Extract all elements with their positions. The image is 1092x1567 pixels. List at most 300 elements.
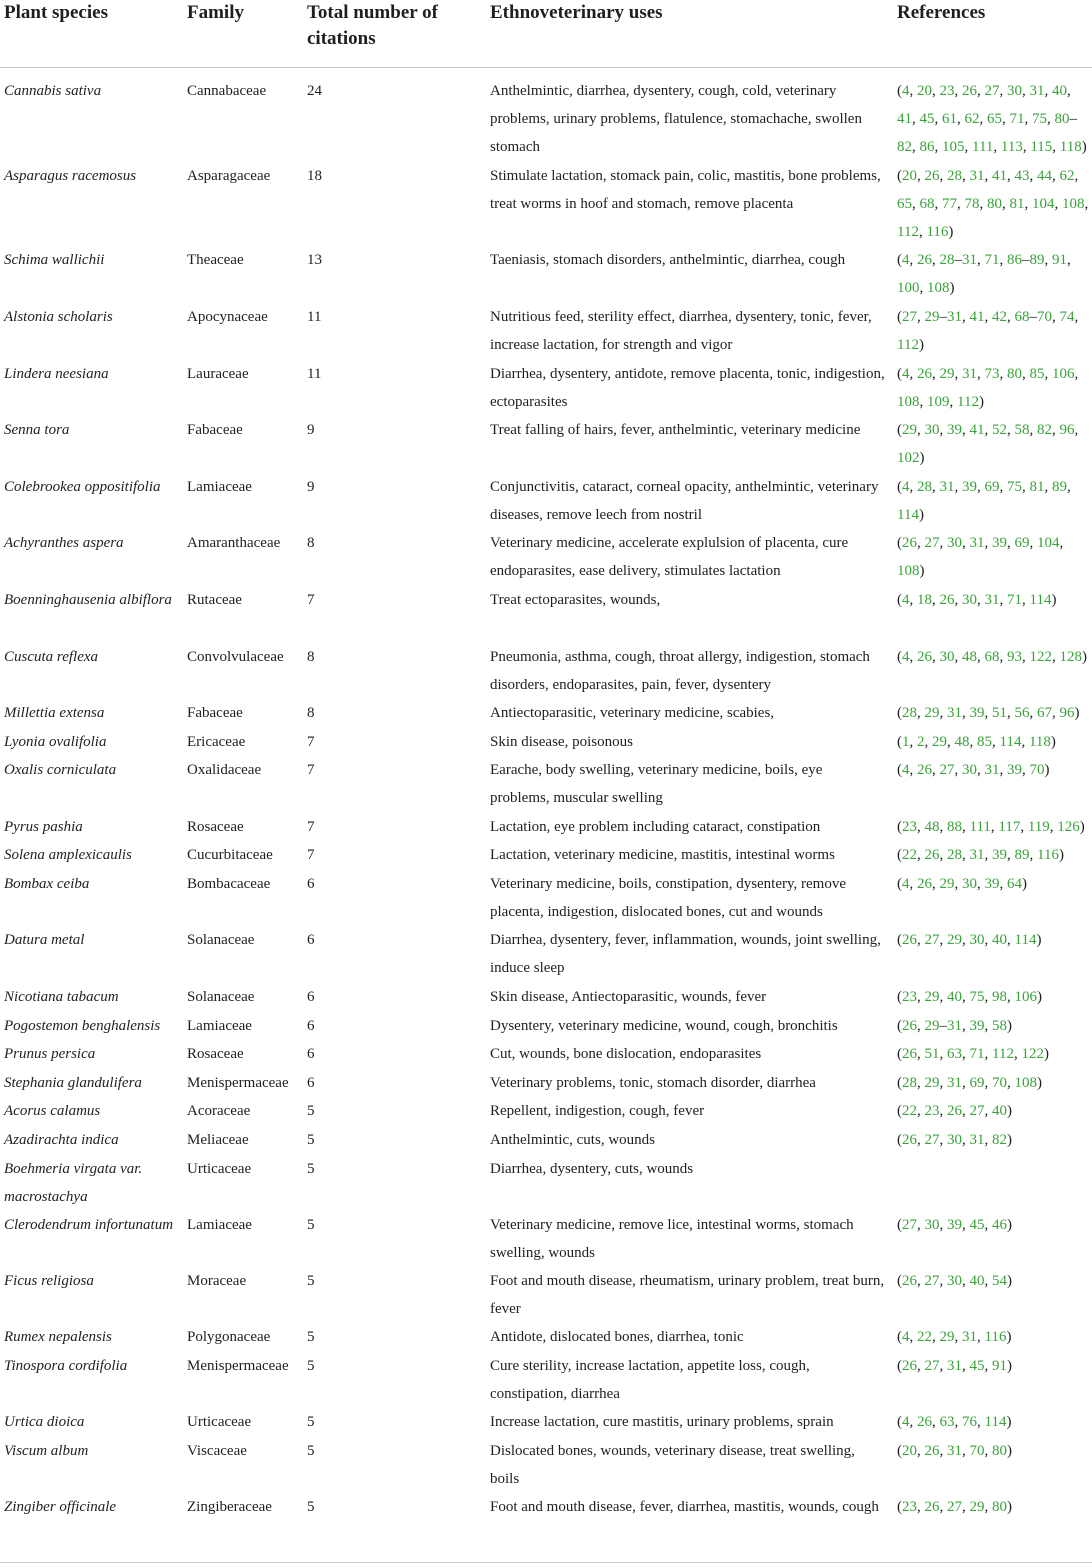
reference-link[interactable]: 30 — [969, 932, 985, 948]
reference-link[interactable]: 4 — [902, 876, 910, 892]
reference-link[interactable]: 118 — [1059, 139, 1082, 156]
reference-link[interactable]: 122 — [1021, 1046, 1044, 1062]
header-ethnoveterinary-uses: Ethnoveterinary uses — [490, 2, 663, 23]
cell-citations: 5 — [307, 1414, 315, 1430]
reference-link[interactable]: 2 — [917, 734, 925, 750]
reference-link[interactable]: 73 — [984, 366, 1000, 382]
reference-separator: , — [939, 535, 947, 551]
reference-separator: ) — [918, 507, 924, 524]
reference-link[interactable]: 31 — [947, 309, 962, 325]
reference-separator: , — [977, 592, 985, 608]
reference-link[interactable]: 75 — [969, 989, 985, 1005]
reference-link[interactable]: 118 — [1028, 734, 1051, 750]
reference-link[interactable]: 81 — [1009, 196, 1025, 213]
reference-link[interactable]: 23 — [902, 1499, 917, 1515]
reference-link[interactable]: 39 — [969, 705, 985, 721]
reference-link[interactable]: 113 — [1000, 139, 1023, 156]
reference-link[interactable]: 39 — [992, 847, 1007, 863]
reference-link[interactable]: 26 — [924, 847, 940, 863]
reference-link[interactable]: 80 — [992, 1499, 1007, 1515]
reference-link[interactable]: 58 — [1014, 422, 1030, 438]
reference-link[interactable]: 80 — [987, 196, 1002, 213]
reference-link[interactable]: 40 — [992, 932, 1007, 948]
reference-link[interactable]: 86 — [1007, 252, 1022, 268]
reference-link[interactable]: 88 — [947, 819, 962, 835]
reference-separator: , — [939, 705, 947, 721]
reference-link[interactable]: 45 — [969, 1217, 985, 1233]
reference-link[interactable]: 117 — [998, 819, 1021, 835]
cell-uses: Lactation, eye problem including cataract, constipation — [490, 819, 821, 835]
reference-link[interactable]: 89 — [1014, 847, 1030, 863]
reference-link[interactable]: 26 — [924, 1499, 940, 1515]
reference-link[interactable]: 30 — [962, 592, 977, 608]
reference-separator: , — [934, 196, 942, 213]
reference-link[interactable]: 30 — [962, 762, 977, 778]
reference-link[interactable]: 27 — [947, 1499, 962, 1515]
reference-separator: , — [932, 649, 940, 665]
reference-separator: , — [984, 1075, 992, 1091]
reference-link[interactable]: 42 — [992, 309, 1007, 325]
reference-link[interactable]: 70 — [1037, 309, 1052, 325]
reference-link[interactable]: 30 — [947, 535, 962, 551]
reference-link[interactable]: 93 — [1007, 649, 1022, 665]
reference-link[interactable]: 23 — [939, 83, 955, 99]
reference-link[interactable]: 51 — [924, 1046, 940, 1062]
reference-link[interactable]: 65 — [897, 196, 912, 213]
reference-link[interactable]: 28 — [947, 847, 962, 863]
reference-link[interactable]: 23 — [924, 1103, 940, 1119]
reference-link[interactable]: 104 — [1032, 196, 1055, 213]
reference-link[interactable]: 116 — [926, 224, 949, 241]
reference-link[interactable]: 116 — [1037, 847, 1059, 863]
reference-link[interactable]: 86 — [919, 139, 935, 156]
reference-link[interactable]: 106 — [1052, 366, 1075, 382]
cell-family: Acoraceae — [187, 1103, 251, 1119]
cell-uses: Treat falling of hairs, fever, anthelmintic, veterinary medicine — [490, 422, 861, 438]
reference-link[interactable]: 27 — [902, 1217, 917, 1233]
reference-link[interactable]: 28 — [917, 479, 932, 495]
reference-link[interactable]: 27 — [984, 83, 1000, 99]
reference-link[interactable]: 64 — [1007, 876, 1022, 892]
reference-link[interactable]: 20 — [917, 83, 932, 99]
reference-link[interactable]: 80 — [992, 1443, 1007, 1459]
reference-separator: , — [1067, 83, 1071, 99]
reference-separator: , — [917, 1075, 925, 1091]
reference-link[interactable]: 62 — [964, 111, 980, 128]
reference-link[interactable]: 31 — [984, 592, 1000, 608]
reference-link[interactable]: 105 — [942, 139, 965, 156]
reference-link[interactable]: 74 — [1059, 309, 1075, 325]
reference-link[interactable]: 27 — [924, 1358, 940, 1374]
reference-link[interactable]: 82 — [992, 1132, 1007, 1148]
reference-link[interactable]: 69 — [969, 1075, 985, 1091]
reference-separator: ) — [1050, 734, 1056, 750]
reference-link[interactable]: 26 — [917, 252, 932, 268]
reference-link[interactable]: 39 — [962, 479, 977, 495]
reference-link[interactable]: 82 — [897, 139, 912, 156]
reference-link[interactable]: 40 — [992, 1103, 1007, 1119]
reference-link[interactable]: 26 — [902, 1046, 917, 1062]
reference-link[interactable]: 68 — [984, 649, 1000, 665]
cell-citations: 5 — [307, 1499, 315, 1515]
reference-link[interactable]: 52 — [992, 422, 1007, 438]
reference-link[interactable]: 4 — [902, 762, 910, 778]
reference-link[interactable]: 26 — [947, 1103, 962, 1119]
cell-family: Cannabaceae — [187, 83, 267, 99]
reference-link[interactable]: 91 — [992, 1358, 1007, 1374]
reference-link[interactable]: 27 — [924, 932, 940, 948]
reference-link[interactable]: 104 — [1037, 535, 1060, 551]
cell-references — [897, 699, 1089, 727]
reference-link[interactable]: 30 — [947, 1273, 962, 1289]
reference-link[interactable]: 98 — [992, 989, 1007, 1005]
reference-link[interactable]: 26 — [924, 168, 940, 184]
reference-link[interactable]: 71 — [984, 252, 1000, 268]
reference-separator: ) — [948, 224, 954, 241]
reference-separator: , — [939, 1273, 947, 1289]
reference-link[interactable]: 31 — [947, 1358, 962, 1374]
reference-link[interactable]: 69 — [984, 479, 1000, 495]
reference-link[interactable]: 112 — [957, 394, 979, 411]
reference-link[interactable]: 71 — [1007, 592, 1022, 608]
reference-link[interactable]: 89 — [1052, 479, 1067, 495]
reference-separator: , — [962, 1018, 970, 1034]
reference-link[interactable]: 63 — [947, 1046, 962, 1062]
reference-link[interactable]: 29 — [924, 989, 940, 1005]
reference-link[interactable]: 65 — [987, 111, 1002, 128]
reference-separator: ) — [1007, 1132, 1012, 1148]
reference-link[interactable]: 109 — [927, 394, 950, 411]
reference-separator: , — [962, 1075, 970, 1091]
reference-separator: , — [984, 168, 992, 184]
reference-separator: , — [917, 1273, 925, 1289]
reference-link[interactable]: 39 — [947, 422, 962, 438]
cell-references — [897, 77, 1089, 162]
reference-link[interactable]: 108 — [1062, 196, 1085, 213]
reference-link[interactable]: 4 — [902, 649, 910, 665]
reference-link[interactable]: 126 — [1057, 819, 1080, 835]
cell-family: Lamiaceae — [187, 1217, 252, 1233]
reference-link[interactable]: 39 — [992, 535, 1007, 551]
reference-separator: , — [999, 762, 1007, 778]
reference-link[interactable]: 28 — [902, 1075, 917, 1091]
reference-link[interactable]: 18 — [917, 592, 932, 608]
reference-link[interactable]: 85 — [977, 734, 992, 750]
reference-link[interactable]: 39 — [947, 1217, 962, 1233]
reference-link[interactable]: 22 — [902, 1103, 917, 1119]
cell-plant-species: Alstonia scholaris — [4, 309, 113, 325]
cell-uses: Treat ectoparasites, wounds, — [490, 592, 661, 608]
reference-link[interactable]: 22 — [917, 1329, 932, 1345]
reference-link[interactable]: 26 — [917, 762, 932, 778]
reference-link[interactable]: 4 — [902, 83, 910, 99]
reference-link[interactable]: 29 — [924, 1018, 940, 1034]
reference-link[interactable]: 78 — [964, 196, 980, 213]
reference-link[interactable]: 28 — [939, 252, 955, 268]
reference-link[interactable]: 106 — [1014, 989, 1037, 1005]
reference-link[interactable]: 69 — [1014, 535, 1030, 551]
reference-link[interactable]: 114 — [1014, 932, 1037, 948]
reference-link[interactable]: 27 — [939, 762, 955, 778]
reference-link[interactable]: 31 — [947, 1018, 962, 1034]
cell-family: Solanaceae — [187, 932, 255, 948]
reference-link[interactable]: 31 — [969, 847, 985, 863]
reference-link[interactable]: 39 — [984, 876, 1000, 892]
reference-separator: ( — [897, 649, 902, 665]
reference-link[interactable]: 4 — [902, 366, 910, 382]
reference-separator: , — [1044, 479, 1052, 495]
reference-link[interactable]: 111 — [969, 819, 991, 835]
reference-separator: , — [1021, 734, 1029, 750]
reference-link[interactable]: 119 — [1027, 819, 1050, 835]
reference-link[interactable]: 108 — [897, 394, 920, 411]
reference-link[interactable]: 114 — [984, 1414, 1007, 1430]
reference-separator: , — [977, 876, 985, 892]
cell-family: Solanaceae — [187, 989, 255, 1005]
reference-separator: , — [932, 592, 940, 608]
reference-link[interactable]: 61 — [942, 111, 957, 128]
reference-link[interactable]: 31 — [1029, 83, 1045, 99]
reference-link[interactable]: 41 — [969, 422, 985, 438]
reference-link[interactable]: 23 — [902, 819, 917, 835]
reference-link[interactable]: 27 — [924, 1132, 940, 1148]
reference-link[interactable]: 27 — [924, 1273, 940, 1289]
reference-link[interactable]: 85 — [1029, 366, 1045, 382]
reference-link[interactable]: 116 — [984, 1329, 1007, 1345]
reference-link[interactable]: 26 — [902, 932, 917, 948]
cell-citations: 6 — [307, 1018, 315, 1034]
reference-separator: , — [939, 422, 947, 438]
reference-link[interactable]: 31 — [969, 535, 985, 551]
reference-link[interactable]: 112 — [992, 1046, 1014, 1062]
reference-link[interactable]: 31 — [984, 762, 1000, 778]
reference-link[interactable]: 31 — [947, 1075, 962, 1091]
reference-link[interactable]: 56 — [1014, 705, 1030, 721]
reference-separator: , — [984, 1018, 992, 1034]
reference-link[interactable]: 63 — [939, 1414, 955, 1430]
reference-separator: , — [1007, 309, 1015, 325]
reference-link[interactable]: 28 — [947, 168, 962, 184]
reference-link[interactable]: 80 — [1007, 366, 1022, 382]
reference-link[interactable]: 102 — [897, 450, 920, 467]
cell-references — [897, 728, 1089, 756]
header-plant-species: Plant species — [4, 2, 108, 23]
reference-link[interactable]: 67 — [1037, 705, 1052, 721]
reference-separator: ( — [897, 847, 902, 863]
reference-link[interactable]: 91 — [1052, 252, 1067, 268]
reference-link[interactable]: 29 — [947, 932, 962, 948]
reference-separator: ( — [897, 309, 902, 325]
reference-link[interactable]: 26 — [902, 1273, 917, 1289]
reference-link[interactable]: 26 — [962, 83, 977, 99]
reference-link[interactable]: 40 — [1052, 83, 1067, 99]
reference-link[interactable]: 75 — [1032, 111, 1047, 128]
reference-link[interactable]: 115 — [1030, 139, 1053, 156]
reference-link[interactable]: 30 — [924, 422, 940, 438]
reference-link[interactable]: 31 — [962, 1329, 977, 1345]
reference-link[interactable]: 81 — [1029, 479, 1045, 495]
cell-uses: Anthelmintic, diarrhea, dysentery, cough, cold, veterinary problems, urinary problems, flatulence, stomachache, swollen stomach — [490, 83, 862, 156]
reference-link[interactable]: 4 — [902, 1329, 910, 1345]
cell-references — [897, 1323, 1089, 1351]
reference-link[interactable]: 29 — [924, 1075, 940, 1091]
reference-link[interactable]: 26 — [917, 366, 932, 382]
reference-link[interactable]: 76 — [962, 1414, 977, 1430]
reference-link[interactable]: 30 — [939, 649, 955, 665]
reference-separator: , — [939, 1358, 947, 1374]
reference-link[interactable]: 29 — [924, 705, 940, 721]
reference-link[interactable]: 89 — [1029, 252, 1045, 268]
reference-link[interactable]: 45 — [969, 1358, 985, 1374]
reference-link[interactable]: 39 — [1007, 762, 1022, 778]
reference-link[interactable]: 68 — [919, 196, 935, 213]
reference-separator: ) — [1022, 876, 1027, 892]
reference-link[interactable]: 40 — [947, 989, 962, 1005]
reference-separator: , — [932, 479, 940, 495]
reference-link[interactable]: 58 — [992, 1018, 1007, 1034]
reference-separator: , — [932, 252, 940, 268]
reference-link[interactable]: 96 — [1059, 422, 1075, 438]
reference-link[interactable]: 108 — [897, 563, 920, 580]
reference-separator: , — [984, 989, 992, 1005]
reference-separator: , — [962, 1217, 970, 1233]
reference-link[interactable]: 31 — [962, 366, 977, 382]
reference-separator: , — [1007, 932, 1015, 948]
reference-link[interactable]: 26 — [917, 1414, 932, 1430]
reference-link[interactable]: 122 — [1029, 649, 1052, 665]
reference-link[interactable]: 4 — [902, 479, 910, 495]
reference-link[interactable]: 54 — [992, 1273, 1007, 1289]
reference-link[interactable]: 70 — [969, 1443, 985, 1459]
reference-link[interactable]: 26 — [902, 535, 917, 551]
reference-separator: , — [917, 1046, 925, 1062]
reference-link[interactable]: 26 — [917, 649, 932, 665]
reference-link[interactable]: 26 — [902, 1358, 917, 1374]
reference-link[interactable]: 45 — [919, 111, 935, 128]
reference-link[interactable]: 30 — [924, 1217, 940, 1233]
reference-link[interactable]: 48 — [954, 734, 970, 750]
reference-link[interactable]: 27 — [969, 1103, 985, 1119]
cell-family: Lamiaceae — [187, 1018, 252, 1034]
reference-link[interactable]: 26 — [917, 876, 932, 892]
reference-separator: , — [984, 705, 992, 721]
reference-link[interactable]: 27 — [924, 535, 940, 551]
reference-separator: , — [954, 649, 962, 665]
reference-separator: , — [1022, 83, 1030, 99]
reference-link[interactable]: 41 — [969, 309, 985, 325]
reference-link[interactable]: 70 — [1029, 762, 1045, 778]
reference-link[interactable]: 44 — [1037, 168, 1052, 184]
reference-separator: , — [1044, 83, 1052, 99]
reference-link[interactable]: 71 — [1009, 111, 1025, 128]
reference-link[interactable]: 26 — [902, 1132, 917, 1148]
reference-link[interactable]: 41 — [992, 168, 1007, 184]
reference-link[interactable]: 31 — [947, 1443, 962, 1459]
reference-link[interactable]: 62 — [1059, 168, 1075, 184]
reference-link[interactable]: 29 — [932, 734, 947, 750]
reference-link[interactable]: 29 — [924, 309, 940, 325]
reference-link[interactable]: 41 — [897, 111, 912, 128]
reference-link[interactable]: 112 — [897, 337, 919, 354]
reference-link[interactable]: 77 — [942, 196, 957, 213]
reference-link[interactable]: 4 — [902, 252, 910, 268]
reference-link[interactable]: 20 — [902, 1443, 917, 1459]
reference-link[interactable]: 48 — [962, 649, 977, 665]
reference-link[interactable]: 100 — [897, 280, 920, 297]
reference-link[interactable]: 70 — [992, 1075, 1007, 1091]
reference-link[interactable]: 80 — [1054, 111, 1070, 128]
reference-link[interactable]: 75 — [1007, 479, 1022, 495]
reference-link[interactable]: 23 — [902, 989, 917, 1005]
reference-link[interactable]: 31 — [947, 705, 962, 721]
reference-link[interactable]: 114 — [999, 734, 1022, 750]
reference-link[interactable]: 4 — [902, 592, 910, 608]
reference-link[interactable]: 108 — [927, 280, 950, 297]
reference-link[interactable]: 31 — [969, 168, 985, 184]
reference-link[interactable]: 26 — [939, 592, 955, 608]
reference-link[interactable]: 30 — [962, 876, 977, 892]
reference-link[interactable]: 31 — [939, 479, 955, 495]
reference-separator: , — [1052, 422, 1060, 438]
reference-link[interactable]: 29 — [969, 1499, 985, 1515]
reference-link[interactable]: 114 — [1029, 592, 1052, 608]
reference-link[interactable]: 31 — [962, 252, 977, 268]
reference-link[interactable]: 82 — [1037, 422, 1052, 438]
reference-link[interactable]: 27 — [902, 309, 917, 325]
reference-separator: ( — [897, 366, 902, 382]
reference-link[interactable]: 22 — [902, 847, 917, 863]
reference-link[interactable]: 71 — [969, 1046, 985, 1062]
reference-link[interactable]: 29 — [939, 1329, 955, 1345]
reference-link[interactable]: 29 — [939, 876, 955, 892]
reference-link[interactable]: 39 — [969, 1018, 985, 1034]
reference-link[interactable]: 43 — [1014, 168, 1030, 184]
reference-separator: , — [912, 139, 920, 156]
reference-separator: ) — [978, 394, 984, 411]
reference-link[interactable]: 29 — [939, 366, 955, 382]
reference-link[interactable]: 31 — [969, 1132, 985, 1148]
reference-link[interactable]: 108 — [1014, 1075, 1037, 1091]
reference-link[interactable]: 29 — [902, 422, 917, 438]
reference-separator: , — [1007, 168, 1015, 184]
reference-link[interactable]: 96 — [1059, 705, 1075, 721]
reference-separator: , — [917, 989, 925, 1005]
cell-references — [897, 360, 1089, 416]
reference-link[interactable]: 26 — [924, 1443, 940, 1459]
reference-link[interactable]: 48 — [924, 819, 940, 835]
reference-link[interactable]: 111 — [972, 139, 994, 156]
reference-link[interactable]: 4 — [902, 1414, 910, 1430]
reference-link[interactable]: 30 — [1007, 83, 1022, 99]
reference-separator: , — [954, 366, 962, 382]
reference-link[interactable]: 112 — [897, 224, 919, 241]
cell-family: Viscaceae — [187, 1443, 247, 1459]
reference-link[interactable]: 68 — [1014, 309, 1030, 325]
reference-link[interactable]: 46 — [992, 1217, 1007, 1233]
reference-link[interactable]: 1 — [902, 734, 910, 750]
reference-link[interactable]: 26 — [902, 1018, 917, 1034]
reference-link[interactable]: 51 — [992, 705, 1007, 721]
reference-separator: , — [939, 1075, 947, 1091]
reference-link[interactable]: 114 — [897, 507, 919, 524]
reference-link[interactable]: 128 — [1059, 649, 1082, 665]
cell-plant-species: Schima wallichii — [4, 252, 105, 268]
reference-link[interactable]: 40 — [969, 1273, 985, 1289]
reference-link[interactable]: 20 — [902, 168, 917, 184]
reference-link[interactable]: 30 — [947, 1132, 962, 1148]
reference-link[interactable]: 28 — [902, 705, 917, 721]
reference-separator: , — [939, 1132, 947, 1148]
